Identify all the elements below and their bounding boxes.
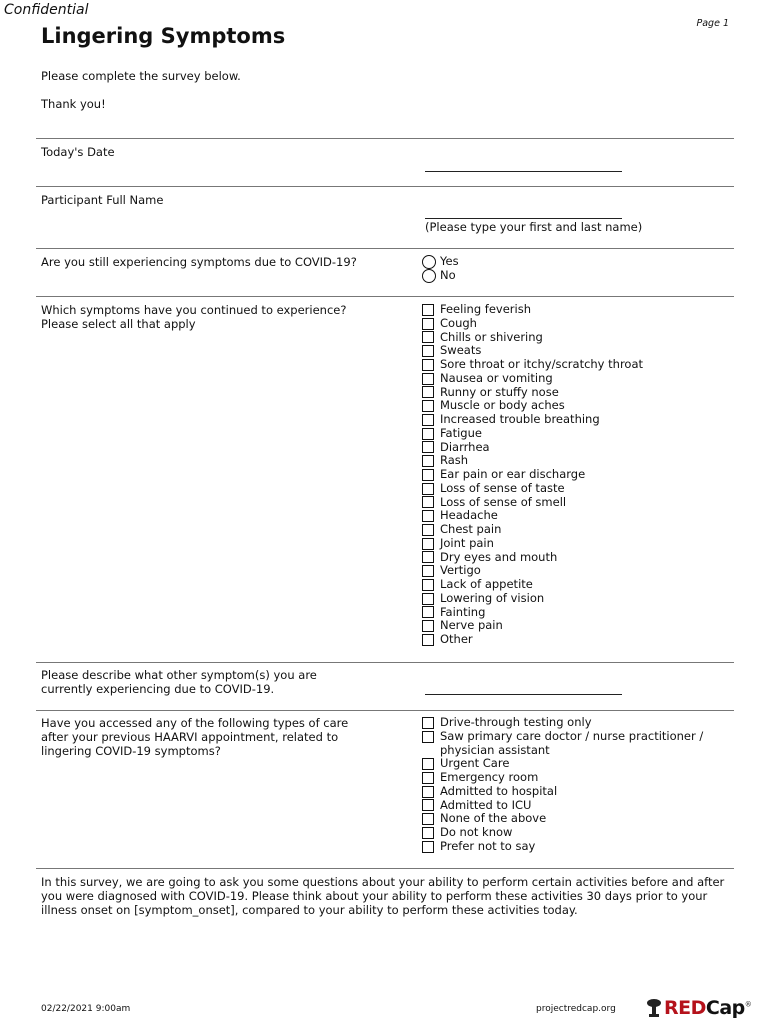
checkbox-option[interactable] <box>422 578 643 592</box>
checkbox-icon[interactable] <box>422 786 434 798</box>
checkbox-icon[interactable] <box>422 359 434 371</box>
option-label: Emergency room <box>440 770 539 784</box>
option-label: Loss of sense of taste <box>440 480 565 495</box>
checkbox-icon[interactable] <box>422 331 434 343</box>
checkbox-icon[interactable] <box>422 373 434 385</box>
intro-line-2: Thank you! <box>41 97 106 111</box>
option-label: Fainting <box>440 604 486 619</box>
option-label: Fatigue <box>440 425 482 440</box>
checkbox-option[interactable] <box>422 799 730 813</box>
checkbox-option[interactable] <box>422 372 643 386</box>
checkbox-icon[interactable] <box>422 551 434 563</box>
option-label: Chest pain <box>440 522 502 536</box>
section-divider <box>36 186 734 187</box>
checkbox-option[interactable] <box>422 386 643 400</box>
checkbox-icon[interactable] <box>422 455 434 467</box>
symptoms-options <box>422 303 643 647</box>
checkbox-icon[interactable] <box>422 717 434 729</box>
option-label: No <box>440 268 456 283</box>
checkbox-icon[interactable] <box>422 345 434 357</box>
footer-url: projectredcap.org <box>536 1004 616 1014</box>
question-care: Have you accessed any of the following types of care after your previous HAARVI appointment, related to lingering COVID-19 symptoms? <box>41 716 349 758</box>
page-number: Page 1 <box>696 18 729 29</box>
checkbox-option[interactable] <box>422 730 730 758</box>
checkbox-option[interactable] <box>422 812 730 826</box>
care-options <box>422 716 730 854</box>
option-label: Cough <box>440 315 477 330</box>
checkbox-option[interactable] <box>422 564 643 578</box>
checkbox-option[interactable] <box>422 358 643 372</box>
checkbox-option[interactable] <box>422 413 643 427</box>
checkbox-option[interactable] <box>422 840 730 854</box>
checkbox-icon[interactable] <box>422 441 434 453</box>
option-label: Loss of sense of smell <box>440 494 567 509</box>
checkbox-option[interactable] <box>422 344 643 358</box>
checkbox-icon[interactable] <box>422 318 434 330</box>
checkbox-option[interactable] <box>422 537 643 551</box>
option-label: Yes <box>440 254 459 269</box>
option-label: Vertigo <box>440 563 481 578</box>
option-label: Admitted to ICU <box>440 797 532 812</box>
checkbox-icon[interactable] <box>422 606 434 618</box>
checkbox-icon[interactable] <box>422 496 434 508</box>
checkbox-icon[interactable] <box>422 593 434 605</box>
option-label: Admitted to hospital <box>440 783 558 798</box>
checkbox-option[interactable] <box>422 509 643 523</box>
checkbox-option[interactable] <box>422 619 643 633</box>
other-symptoms-field[interactable] <box>425 694 622 695</box>
checkbox-icon[interactable] <box>422 841 434 853</box>
option-label: Drive-through testing only <box>440 715 592 729</box>
checkbox-icon[interactable] <box>422 414 434 426</box>
option-label: Nausea or vomiting <box>440 370 553 385</box>
checkbox-option[interactable] <box>422 468 643 482</box>
checkbox-icon[interactable] <box>422 428 434 440</box>
question-other-symptoms: Please describe what other symptom(s) you are currently experiencing due to COVID-19. <box>41 668 317 696</box>
question-symptoms: Which symptoms have you continued to experience? Please select all that apply <box>41 303 347 331</box>
redcap-logo-icon <box>646 999 662 1017</box>
checkbox-option[interactable] <box>422 592 643 606</box>
section-divider <box>36 868 734 869</box>
question-full-name: Participant Full Name <box>41 193 164 207</box>
checkbox-icon[interactable] <box>422 469 434 481</box>
question-todays-date: Today's Date <box>41 145 115 159</box>
full-name-field[interactable] <box>425 218 622 219</box>
option-label: Headache <box>440 508 498 523</box>
instructions-paragraph: In this survey, we are going to ask you some questions about your ability to perform certain activities before and after you were diagnosed with COVID-19. Please think about your ability to perform these activities 30 days prior to your illness onset on [symptom_onset], compared to your ability to perform these activities today. <box>41 875 725 917</box>
checkbox-icon[interactable] <box>422 524 434 536</box>
checkbox-icon[interactable] <box>422 772 434 784</box>
checkbox-option[interactable] <box>422 757 730 771</box>
still-symptoms-options <box>422 255 459 283</box>
option-label: Muscle or body aches <box>440 398 565 413</box>
section-divider <box>36 248 734 249</box>
option-label: Chills or shivering <box>440 329 543 344</box>
checkbox-icon[interactable] <box>422 799 434 811</box>
checkbox-option[interactable] <box>422 427 643 441</box>
checkbox-icon[interactable] <box>422 731 434 743</box>
option-label: Nerve pain <box>440 618 503 633</box>
checkbox-icon[interactable] <box>422 386 434 398</box>
full-name-hint: (Please type your first and last name) <box>425 220 643 234</box>
checkbox-option[interactable] <box>422 303 643 317</box>
confidential-label: Confidential <box>4 2 89 18</box>
checkbox-option[interactable] <box>422 331 643 345</box>
option-label: Prefer not to say <box>440 838 536 853</box>
option-label: Lack of appetite <box>440 577 533 591</box>
option-label: Rash <box>440 453 469 468</box>
intro-line-1: Please complete the survey below. <box>41 69 241 83</box>
checkbox-icon[interactable] <box>422 620 434 632</box>
checkbox-option[interactable] <box>422 771 730 785</box>
option-label: Urgent Care <box>440 756 510 771</box>
checkbox-icon[interactable] <box>422 813 434 825</box>
checkbox-icon[interactable] <box>422 565 434 577</box>
checkbox-icon[interactable] <box>422 483 434 495</box>
option-label: Feeling feverish <box>440 302 531 316</box>
radio-icon[interactable] <box>422 269 436 283</box>
option-label: Increased trouble breathing <box>440 412 600 426</box>
option-label: Sore throat or itchy/scratchy throat <box>440 357 644 371</box>
option-label: Runny or stuffy nose <box>440 384 559 399</box>
checkbox-option[interactable] <box>422 606 643 620</box>
checkbox-icon[interactable] <box>422 634 434 646</box>
redcap-logo <box>646 997 751 1019</box>
checkbox-icon[interactable] <box>422 579 434 591</box>
checkbox-option[interactable] <box>422 826 730 840</box>
option-label: Other <box>440 632 473 646</box>
checkbox-option[interactable] <box>422 551 643 565</box>
section-divider <box>36 296 734 297</box>
checkbox-option[interactable] <box>422 785 730 799</box>
todays-date-field[interactable] <box>425 171 622 172</box>
checkbox-option[interactable] <box>422 482 643 496</box>
option-label: Joint pain <box>440 535 494 550</box>
checkbox-option[interactable] <box>422 716 730 730</box>
section-divider <box>36 710 734 711</box>
option-label: Ear pain or ear discharge <box>440 467 586 481</box>
checkbox-icon[interactable] <box>422 400 434 412</box>
option-label: Do not know <box>440 825 513 839</box>
option-label: Lowering of vision <box>440 590 545 605</box>
page-title: Lingering Symptoms <box>41 24 286 48</box>
option-label: None of the above <box>440 811 547 826</box>
checkbox-option[interactable] <box>422 441 643 455</box>
checkbox-option[interactable] <box>422 454 643 468</box>
checkbox-option[interactable] <box>422 523 643 537</box>
section-divider <box>36 138 734 139</box>
radio-icon[interactable] <box>422 255 436 269</box>
option-label: Saw primary care doctor / nurse practitioner / physician assistant <box>440 728 704 757</box>
radio-option-yes[interactable] <box>422 255 459 269</box>
checkbox-icon[interactable] <box>422 510 434 522</box>
checkbox-option[interactable] <box>422 317 643 331</box>
checkbox-icon[interactable] <box>422 538 434 550</box>
checkbox-icon[interactable] <box>422 758 434 770</box>
redcap-logo-text: REDCap® <box>664 997 752 1019</box>
footer-date: 02/22/2021 9:00am <box>41 1004 131 1014</box>
question-still-symptoms: Are you still experiencing symptoms due to COVID-19? <box>41 255 357 269</box>
option-label: Diarrhea <box>440 439 490 454</box>
radio-option-no[interactable] <box>422 269 459 283</box>
option-label: Dry eyes and mouth <box>440 549 558 564</box>
checkbox-option[interactable] <box>422 633 643 647</box>
section-divider <box>36 662 734 663</box>
checkbox-icon[interactable] <box>422 304 434 316</box>
checkbox-icon[interactable] <box>422 827 434 839</box>
option-label: Sweats <box>440 343 482 358</box>
registered-mark: ® <box>744 1000 752 1009</box>
checkbox-option[interactable] <box>422 399 643 413</box>
checkbox-option[interactable] <box>422 496 643 510</box>
